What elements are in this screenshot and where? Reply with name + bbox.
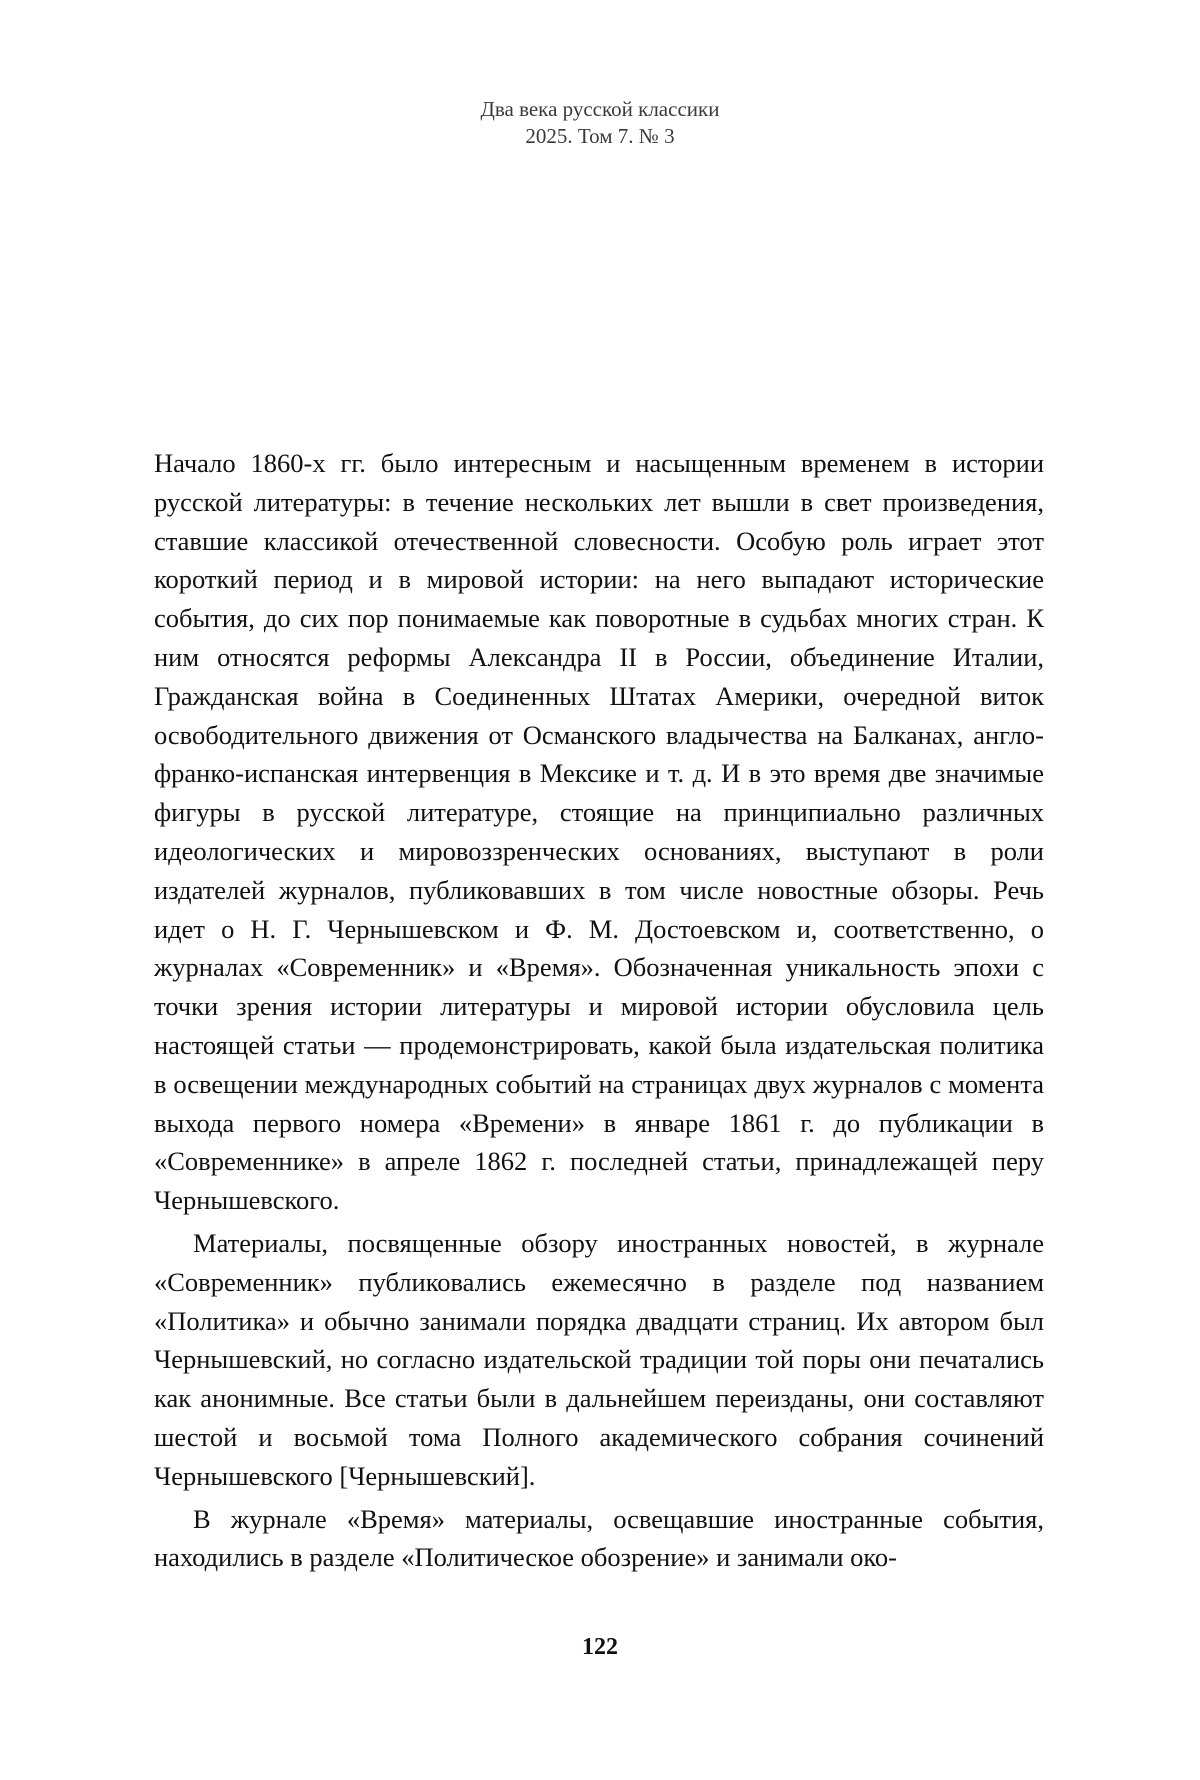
- page-number: 122: [0, 1634, 1200, 1661]
- journal-page: [0, 0, 1200, 1780]
- paragraph-2: Материалы, посвященные обзору иностранных новостей, в журнале «Современник» публиковались ежемесячно в разделе под названием «Политика» и обычно занимали порядка двадцати страниц. Их автором был Чернышевский, но согласно издательской традиции той поры они печатались как анонимные. Все статьи были в дальнейшем переизданы, они составляют шестой и восьмой тома Полного академического собрания сочинений Чернышевского [Чернышевский].: [154, 1224, 1044, 1496]
- paragraph-1: Начало 1860-х гг. было интересным и насыщенным временем в истории русской литературы: в течение нескольких лет вышли в свет произведения, ставшие классикой отечественной словесности. Особую роль играет этот короткий период и в мировой истории: на него выпадают исторические события, до сих пор понимаемые как поворотные в судьбах многих стран. К ним относятся реформы Александра II в России, объединение Италии, Гражданская война в Соединенных Штатах Америки, очередной виток освободительного движения от Османского владычества на Балканах, англо-франко-испанская интервенция в Мексике и т. д. И в это время две значимые фигуры в русской литературе, стоящие на принципиально различных идеологических и мировоззренческих основаниях, выступают в роли издателей журналов, публиковавших в том числе новостные обзоры. Речь идет о Н. Г. Чернышевском и Ф. М. Достоевском и, соответственно, о журналах «Современник» и «Время». Обозначенная уникальность эпохи с точки зрения истории литературы и мировой истории обусловила цель настоящей статьи — продемонстрировать, какой была издательская политика в освещении международных событий на страницах двух журналов с момента выхода первого номера «Времени» в январе 1861 г. до публикации в «Современнике» в апреле 1862 г. последней статьи, принадлежащей перу Чернышевского.: [154, 444, 1044, 1220]
- issue-info: 2025. Том 7. № 3: [0, 123, 1200, 150]
- article-body: [154, 444, 1044, 1577]
- journal-title: Два века русской классики: [0, 96, 1200, 123]
- paragraph-3: В журнале «Время» материалы, освещавшие иностранные события, находились в разделе «Политическое обозрение» и занимали око-: [154, 1500, 1044, 1578]
- running-head: [0, 96, 1200, 150]
